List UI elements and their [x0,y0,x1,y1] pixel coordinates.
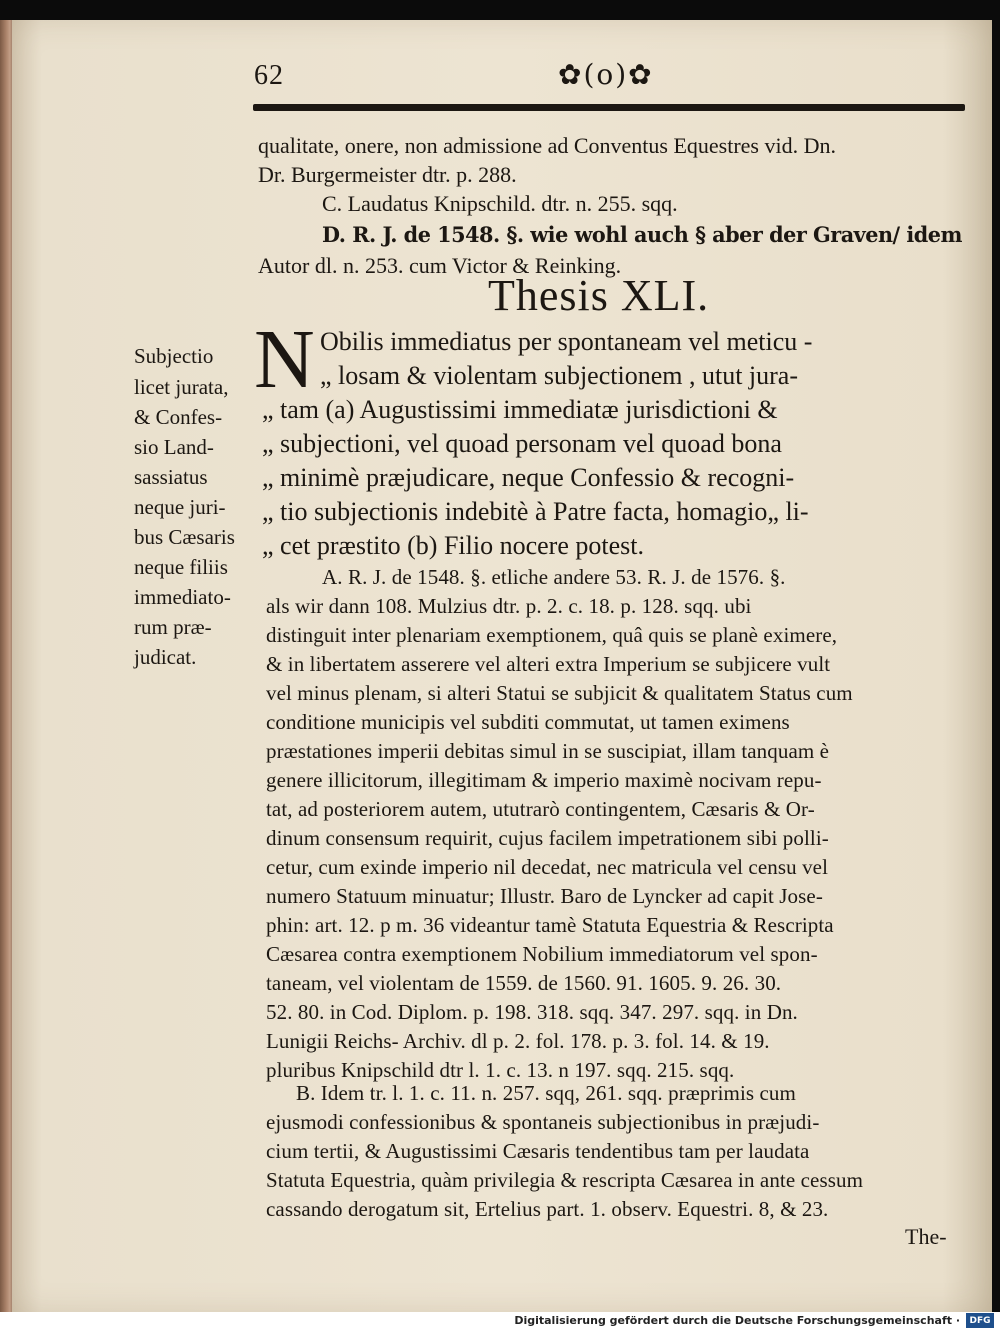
drop-cap: N [254,313,315,406]
body-line: genere illicitorum, illegitimam & imperio maximè nocivam repu- [266,768,822,792]
thesis-line: „ tio subjectionis indebitè à Patre facta, homagio„ li- [262,497,809,526]
body-line: A. R. J. de 1548. §. etliche andere 53. R. J. de 1576. §. [322,565,786,589]
marginal-note-line: rum præ- [134,615,212,639]
body-line: ejusmodi confessionibus & spontaneis subjectionibus in præjudi- [266,1110,820,1134]
dfg-logo-icon: DFG [966,1313,994,1328]
marginal-note-line: judicat. [134,645,197,669]
body-line: taneam, vel violentam de 1559. de 1560. 91. 1605. 9. 26. 30. [266,971,782,995]
top-line: C. Laudatus Knipschild. dtr. n. 255. sqq. [322,191,678,216]
body-line: dinum consensum requirit, cujus facilem impetrationem sibi polli- [266,826,829,850]
marginal-note-line: licet jurata, [134,375,229,399]
marginal-note-line: sassiatus [134,465,208,489]
footer-credit: Digitalisierung gefördert durch die Deutsche Forschungsgemeinschaft · [514,1314,960,1327]
marginal-note-line: & Confes- [134,405,223,429]
body-line: tat, ad posteriorem autem, ututrarò contingentem, Cæsaris & Or- [266,797,815,821]
marginal-note-line: Subjectio [134,344,214,368]
body-line: vel minus plenam, si alteri Statui se subjicit & qualitatem Status cum [266,681,853,705]
body-line: cium tertii, & Augustissimi Cæsaris tendentibus tam per laudata [266,1139,810,1163]
body-line: pluribus Knipschild dtr l. 1. c. 13. n 197. sqq. 215. sqq. [266,1058,735,1082]
top-line: D. R. J. de 1548. §. wie wohl auch § aber der Graven/ idem [322,222,963,247]
thesis-line: „ cet præstito (b) Filio nocere potest. [262,531,644,560]
body-line: & in libertatem asserere vel alteri extra Imperium se subjicere vult [266,652,831,676]
thesis-line: „ losam & violentam subjectionem , utut jura- [320,361,799,390]
body-line: als wir dann 108. Mulzius dtr. p. 2. c. 18. p. 128. sqq. ubi [266,594,752,618]
body-line: cetur, cum exinde imperio nil decedat, nec matricula vel censu vel [266,855,829,879]
marginal-note-line: neque filiis [134,555,228,579]
top-line: Autor dl. n. 253. cum Victor & Reinking. [258,253,622,278]
body-line: præstationes imperii debitas simul in se suscipiat, illam tanquam è [266,739,830,763]
body-line: numero Statuum minuatur; Illustr. Baro de Lyncker ad capit Jose- [266,884,823,908]
thesis-line: „ tam (a) Augustissimi immediatæ jurisdictioni & [262,395,778,424]
page-number: 62 [254,60,284,91]
body-line: B. Idem tr. l. 1. c. 11. n. 257. sqq, 261. sqq. præprimis cum [296,1081,796,1105]
body-line: conditione municipis vel subditi commutat, ut tamen eximens [266,710,790,734]
top-line: qualitate, onere, non admissione ad Conventus Equestres vid. Dn. [258,133,836,158]
body-line: 52. 80. in Cod. Diplom. p. 198. 318. sqq. 347. 297. sqq. in Dn. [266,1000,798,1024]
body-line: Lunigii Reichs- Archiv. dl p. 2. fol. 178. p. 3. fol. 14. & 19. [266,1029,770,1053]
marginal-note-line: neque juri- [134,495,226,519]
header-rule [253,104,965,111]
thesis-title: Thesis XLI. [488,271,710,320]
thesis-line: „ minimè præjudicare, neque Confessio & recogni- [262,463,795,492]
thesis-line: Obilis immediatus per spontaneam vel meticu - [320,327,813,356]
marginal-note-line: sio Land- [134,435,214,459]
catchword: The- [905,1224,947,1249]
body-line: distinguit inter plenariam exemptionem, quâ quis se planè eximere, [266,623,838,647]
body-line: cassando derogatum sit, Ertelius part. 1. observ. Equestri. 8, & 23. [266,1197,829,1221]
top-line: Dr. Burgermeister dtr. p. 288. [258,162,517,187]
marginal-note-line: bus Cæsaris [134,525,235,549]
marginal-note-line: immediato- [134,585,231,609]
header-ornament: ✿(o)✿ [558,58,654,91]
body-line: phin: art. 12. p m. 36 videantur tamè Statuta Equestria & Rescripta [266,913,834,937]
body-line: Statuta Equestria, quàm privilegia & rescripta Cæsarea in ante cessum [266,1168,864,1192]
thesis-line: „ subjectioni, vel quoad personam vel quoad bona [262,429,782,458]
body-line: Cæsarea contra exemptionem Nobilium immediatorum vel spon- [266,942,818,966]
